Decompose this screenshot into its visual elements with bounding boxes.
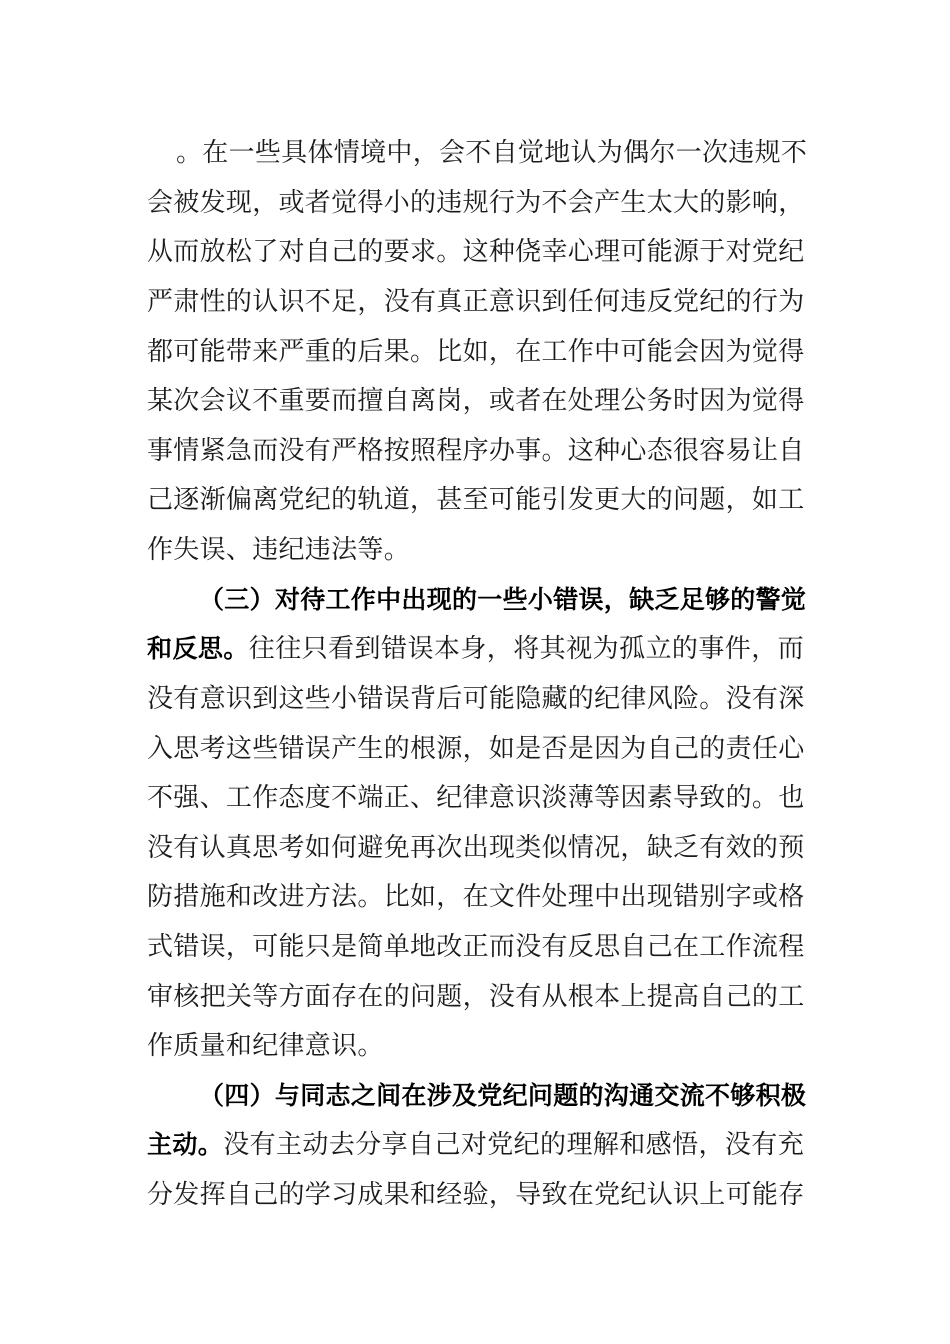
section-4-heading: （四）与同志之间在涉及党纪问题的沟通交流不够积极 [199,1081,807,1110]
paragraph-2-line-10: 作质量和纪律意识。 [147,1031,384,1061]
paragraph-2-line-7: 防措施和改进方法。比如，在文件处理中出现错别字或格 [147,882,805,912]
paragraph-1-line-1: 。在一些具体情境中，会不自觉地认为偶尔一次违规不 [176,138,808,168]
paragraph-2-line-2 [147,629,804,669]
paragraph-3-line-2 [147,1125,804,1165]
paragraph-1-line-7: 事情紧急而没有严格按照程序办事。这种心态很容易让自 [147,436,805,466]
paragraph-2-line-6: 没有认真思考如何避免再次出现类似情况，缺乏有效的预 [147,833,805,863]
paragraph-1-line-2: 会被发现，或者觉得小的违规行为不会产生太大的影响， [147,188,805,218]
paragraph-2-line-3: 没有意识到这些小错误背后可能隐藏的纪律风险。没有深 [147,684,805,714]
paragraph-1-line-9: 作失误、违纪违法等。 [147,535,411,565]
section-3-heading-end: 和反思。 [147,634,249,663]
paragraph-3-line-3: 分发挥自己的学习成果和经验，导致在党纪认识上可能存 [147,1180,805,1210]
section-3-heading: （三）对待工作中出现的一些小错误，缺乏足够的警觉 [199,585,807,614]
paragraph-1-line-3: 从而放松了对自己的要求。这种侥幸心理可能源于对党纪 [147,237,805,267]
paragraph-2-line-4: 入思考这些错误产生的根源，如是否是因为自己的责任心 [147,734,805,764]
paragraph-1-line-8: 己逐渐偏离党纪的轨道，甚至可能引发更大的问题，如工 [147,485,805,515]
paragraph-1-line-4: 严肃性的认识不足，没有真正意识到任何违反党纪的行为 [147,287,805,317]
section-4-heading-end: 主动。 [147,1130,224,1159]
paragraph-1-line-6: 某次会议不重要而擅自离岗，或者在处理公务时因为觉得 [147,386,805,416]
paragraph-3-line-2-text: 没有主动去分享自己对党纪的理解和感悟，没有充 [223,1130,804,1160]
paragraph-2-line-2-text: 往往只看到错误本身，将其视为孤立的事件，而 [248,634,804,664]
paragraph-1-line-5: 都可能带来严重的后果。比如，在工作中可能会因为觉得 [147,337,805,367]
paragraph-2-line-8: 式错误，可能只是简单地改正而没有反思自己在工作流程 [147,932,805,962]
paragraph-2-line-9: 审核把关等方面存在的问题，没有从根本上提高自己的工 [147,982,805,1012]
paragraph-2-line-5: 不强、工作态度不端正、纪律意识淡薄等因素导致的。也 [147,783,805,813]
